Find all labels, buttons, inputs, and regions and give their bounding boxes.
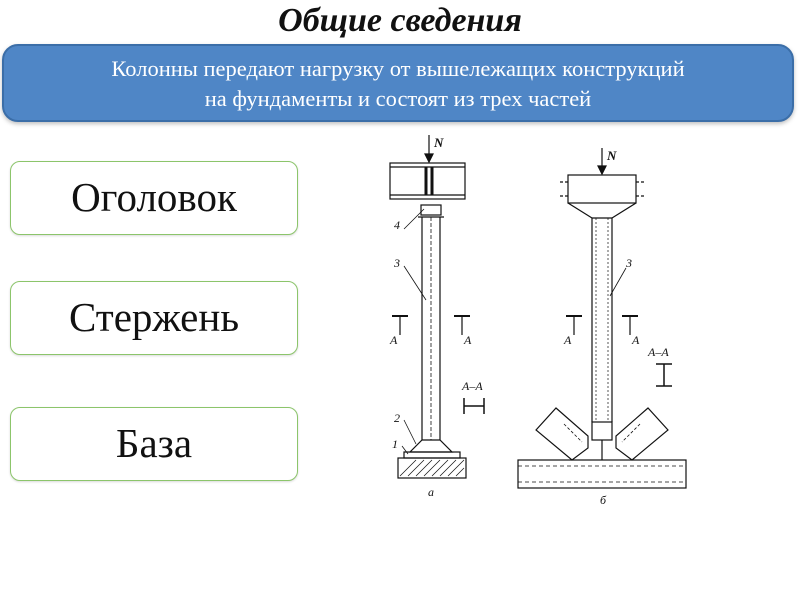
section-label-a: A–A [462, 379, 483, 393]
load-label-b: N [607, 148, 617, 163]
info-banner [2, 44, 794, 122]
section-mark-b-left: A [564, 333, 572, 347]
part-box-shaft: Стержень [10, 281, 298, 355]
load-label-a: N [434, 135, 444, 150]
section-mark-a-right: A [464, 333, 472, 347]
part-box-head: Оголовок [10, 161, 298, 235]
section-label-b: A–A [648, 345, 669, 359]
slide-title: Общие сведения [278, 2, 522, 39]
caption-b: б [600, 493, 607, 507]
callout-3-b: 3 [626, 256, 632, 270]
column-diagram [360, 130, 700, 510]
callout-4: 4 [394, 218, 400, 232]
section-mark-a-left: A [390, 333, 398, 347]
callout-3-a: 3 [394, 256, 400, 270]
part-box-base: База [10, 407, 298, 481]
banner-line-2: на фундаменты и состоят из трех частей [204, 86, 592, 111]
caption-a: а [428, 485, 434, 499]
callout-1: 1 [392, 437, 398, 451]
callout-2: 2 [394, 411, 400, 425]
column-a-drawing [390, 135, 484, 478]
banner-line-1: Колонны передают нагрузку от вышележащих конструкций [111, 56, 685, 81]
column-b-drawing [518, 148, 686, 488]
section-mark-b-right: A [632, 333, 640, 347]
